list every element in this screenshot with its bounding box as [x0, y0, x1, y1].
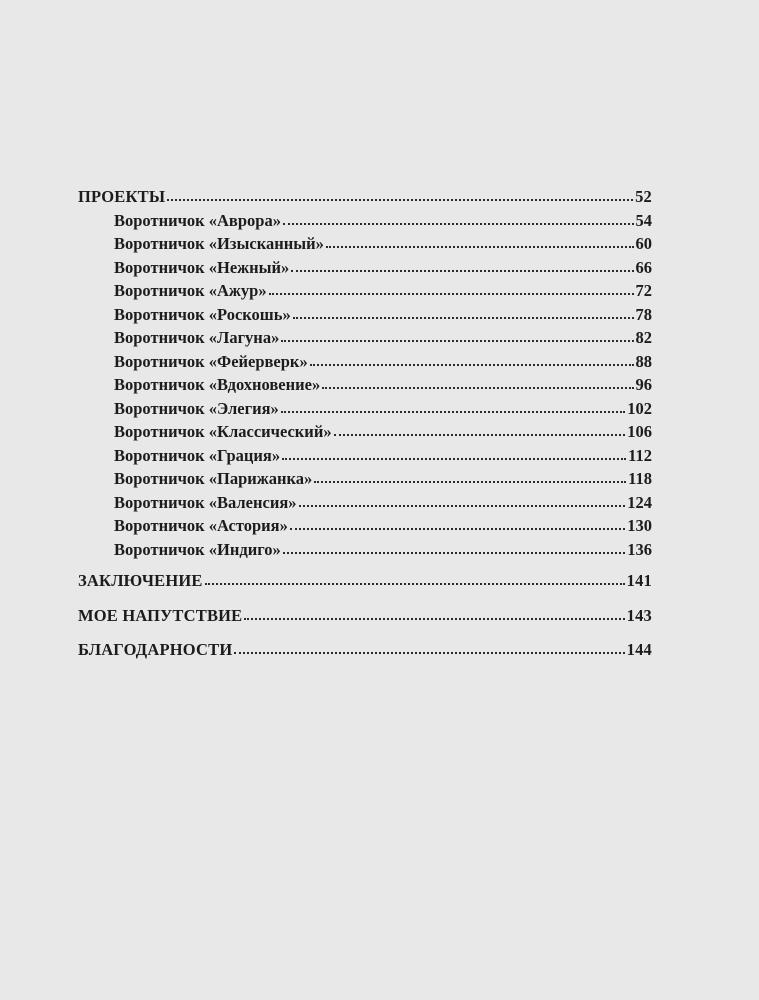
dot-leader: [299, 504, 626, 507]
toc-entry-title: ПРОЕКТЫ: [78, 187, 166, 206]
dot-leader: [310, 363, 634, 366]
toc-entry-title: Воротничок «Валенсия»: [114, 492, 297, 512]
toc-entry-refined[interactable]: [78, 234, 652, 258]
toc-entry-page: 144: [626, 640, 652, 659]
dot-leader: [234, 651, 624, 654]
toc-entry-grace[interactable]: [78, 446, 652, 470]
toc-entry-page: 82: [635, 328, 652, 347]
toc-entry-title: Воротничок «Грация»: [114, 445, 281, 465]
toc-entry-valencia[interactable]: [78, 493, 652, 517]
dot-leader: [167, 198, 633, 201]
toc-entry-astoria[interactable]: [78, 516, 652, 540]
dot-leader: [244, 617, 624, 620]
toc-entry-page: 124: [627, 492, 652, 512]
dot-leader: [283, 222, 634, 225]
toc-entry-lagoon[interactable]: [78, 328, 652, 352]
toc-entry-page: 52: [635, 187, 652, 206]
dot-leader: [281, 339, 633, 342]
toc-entry-title: Воротничок «Элегия»: [114, 398, 279, 418]
toc-entry-luxury[interactable]: [78, 305, 652, 329]
toc-entry-page: 102: [627, 398, 652, 418]
toc-entry-page: 143: [626, 605, 652, 625]
toc-entry-aurora[interactable]: [78, 211, 652, 235]
toc-entry-title: Воротничок «Парижанка»: [114, 469, 313, 488]
toc-entry-classic[interactable]: [78, 422, 652, 446]
toc-entry-title: БЛАГОДАРНОСТИ: [78, 640, 233, 659]
dot-leader: [326, 245, 634, 248]
dot-leader: [282, 457, 626, 460]
toc-entry-title: Воротничок «Изысканный»: [114, 234, 324, 253]
toc-entry-elegy[interactable]: [78, 399, 652, 423]
toc-entry-page: 54: [635, 210, 652, 230]
toc-entry-page: 60: [635, 234, 652, 253]
toc-entry-page: 106: [627, 422, 652, 441]
toc-entry-farewell[interactable]: [78, 606, 652, 630]
toc-entry-title: Воротничок «Ажур»: [114, 281, 267, 300]
toc-entry-page: 118: [628, 469, 652, 488]
toc-entry-page: 78: [635, 304, 652, 324]
toc-entry-inspiration[interactable]: [78, 375, 652, 399]
dot-leader: [291, 269, 633, 272]
dot-leader: [334, 433, 626, 436]
dot-leader: [269, 292, 634, 295]
toc-entry-page: 136: [627, 539, 652, 559]
dot-leader: [290, 527, 625, 530]
toc-entry-title: Воротничок «Нежный»: [114, 257, 290, 277]
toc-entry-title: Воротничок «Роскошь»: [114, 304, 291, 324]
toc-entry-thanks[interactable]: [78, 640, 652, 664]
toc-entry-page: 112: [628, 445, 652, 465]
dot-leader: [283, 551, 625, 554]
toc-entry-title: Воротничок «Астория»: [114, 516, 288, 535]
toc-entry-page: 130: [627, 516, 652, 535]
dot-leader: [205, 582, 625, 585]
toc-entry-parisienne[interactable]: [78, 469, 652, 493]
toc-entry-indigo[interactable]: [78, 540, 652, 564]
toc-entry-conclusion[interactable]: [78, 571, 652, 595]
toc-entry-title: Воротничок «Классический»: [114, 422, 332, 441]
toc-entry-title: МОЕ НАПУТСТВИЕ: [78, 605, 243, 625]
toc-entry-page: 88: [635, 351, 652, 371]
dot-leader: [314, 480, 626, 483]
dot-leader: [281, 410, 625, 413]
toc-entry-title: Воротничок «Вдохновение»: [114, 375, 321, 394]
toc-entry-lace[interactable]: [78, 281, 652, 305]
toc-entry-title: Воротничок «Аврора»: [114, 210, 281, 230]
toc-entry-title: ЗАКЛЮЧЕНИЕ: [78, 571, 203, 590]
toc-entry-title: Воротничок «Фейерверк»: [114, 351, 308, 371]
table-of-contents: [78, 187, 652, 664]
toc-entry-title: Воротничок «Индиго»: [114, 539, 281, 559]
toc-entry-page: 96: [635, 375, 652, 394]
dot-leader: [322, 386, 633, 389]
toc-entry-tender[interactable]: [78, 258, 652, 282]
toc-entry-projects[interactable]: [78, 187, 652, 211]
toc-entry-page: 72: [635, 281, 652, 300]
toc-entry-page: 141: [626, 571, 652, 590]
toc-entry-page: 66: [635, 257, 652, 277]
dot-leader: [293, 316, 634, 319]
toc-entry-firework[interactable]: [78, 352, 652, 376]
toc-entry-title: Воротничок «Лагуна»: [114, 328, 280, 347]
